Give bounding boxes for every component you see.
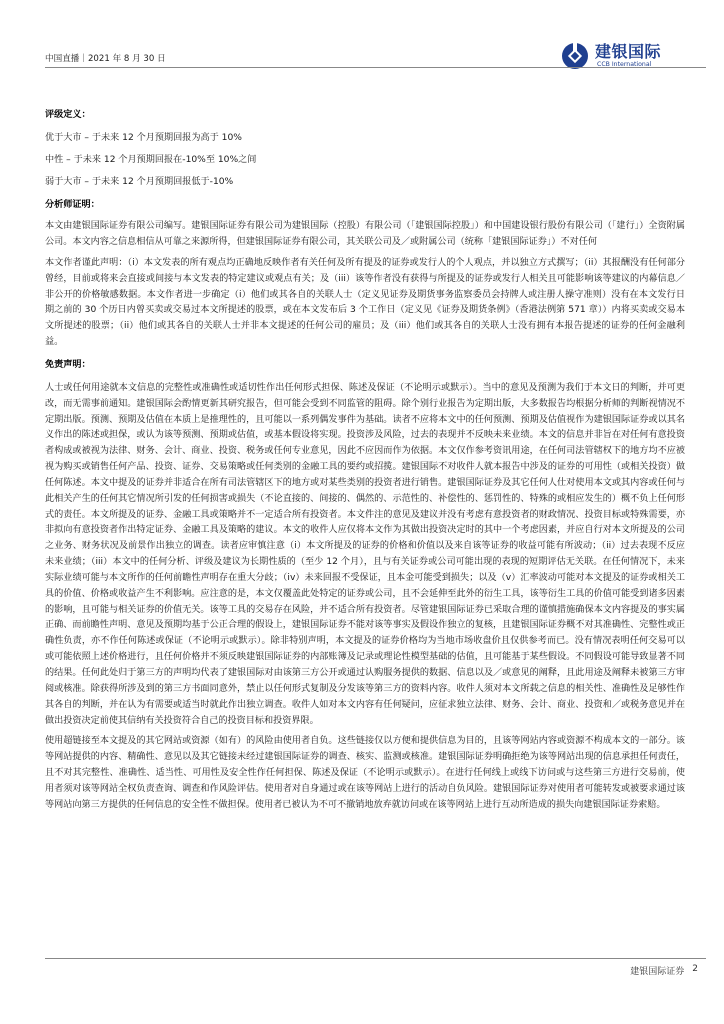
disclaimer-paragraph-1: 人士或任何用途就本文信息的完整性或准确性或适切性作出任何形式担保、陈述及保证（不论明示或默示）。当中的意见及预测为我们于本文日的判断，并可更改，而无需事前通知。建银国际会酌情更新其研究报告，但可能会受到不同监管的阻碍。除个别行业报告为定期出版，大多数报告均根据分析师的判断视情况不定期出版。预测、预期及估值在本质上是推理性的，且可能以一系列偶发事件为基础。读者不应将本文中的任何预测、预期及估值视作为建银国际证券或以其名义作出的陈述或担保，或认为该等预测、预期或估值，或基本假设将实现。投资涉及风险，过去的表现并不反映未来业绩。本文的信息并非旨在对任何有意投资者构成或被视为法律、财务、会计、商业、投资、税务或任何专业意见，因此不应因而作为依据。本文仅作参考资讯用途，在任何司法管辖权下的地方均不应被视为购买或销售任何产品、投资、证券、交易策略或任何类别的金融工具的要约或招揽。建银国际不对收件人就本报告中涉及的证券的可用性（或相关投资）做任何陈述。本文中提及的证券并非适合在所有司法管辖区下的地方或对某些类别的投资者进行销售。建银国际证券及其它任何人仕对使用本文或其内容或任何与此相关产生的任何其它情况所引发的任何损害或损失（不论直接的、间接的、偶然的、示范性的、补偿性的、惩罚性的、特殊的或相应发生的）概不负上任何形式的责任。本文所提及的证券、金融工具或策略并不一定适合所有投资者。本文件注的意见及建议并没有考虑有意投资者的财政情况、投资目标或特殊需要，亦非拟向有意投资者作出特定证券、金融工具及策略的建议。本文的收件人应仅将本文作为其做出投资决定时的其中一个考虑因素，并应自行对本文所提及的公司之业务、财务状况及前景作出独立的调查。读者应审慎注意（i）本文所提及的证券的价格和价值以及来自该等证券的收益可能有所波动；（ii）过去表现不反应未来业绩；（iii）本文中的任何分析、评级及建议为长期性质的（至少 12 个月），且与有关证券或公司可能出现的表现的短期评估无关联。在任何情况下，未来实际业绩可能与本文所作的任何前瞻性声明存在重大分歧；（iv）未来回报不受保证，且本金可能受到损失；以及（v）汇率波动可能对本文提及的证券或相关工具的价值、价格或收益产生不利影响。应注意的是，本文仅覆盖此处特定的证券或公司，且不会延伸至此外的衍生工具，该等衍生工具的价值可能受到诸多因素的影响，且可能与相关证券的价值无关。该等工具的交易存在风险，并不适合所有投资者。尽管建银国际证券已采取合理的谨慎措施确保本文内容提及的事实属正确、而前瞻性声明、意见及预期均基于公正合理的假设上，建银国际证券不能对该等事实及假设作独立的复核，且建银国际证券概不对其准确性、完整性或正确性负责，亦不作任何陈述或保证（不论明示或默示）。除非特别声明，本文提及的证券价格均为当地市场收盘价且仅供参考而已。没有情况表明任何交易可以或可能依照上述价格进行，且任何价格并不须反映建银国际证券的内部账簿及记录或理论性模型基础的估值，且可能基于某些假设。不同假设可能导致显著不同的结果。任何此处归于第三方的声明均代表了建银国际对由该第三方公开或通过认购服务提供的数据、信息以及／或意见的阐释，且此用途及阐释未被第三方审阅或核准。除获得所涉及到的第三方书面同意外，禁止以任何形式复制及分发该等第三方的资料内容。收件人须对本文所载之信息的相关性、准确性及足够性作其各自的判断，并在认为有需要或适当时就此作出独立调查。收件人如对本文内容有任何疑问，应征求独立法律、财务、会计、商业、投资和／或税务意见并在做出投资决定前使其信纳有关投资符合自己的投资目标和投资界限。 [45, 382, 685, 726]
page-number: 2 [692, 964, 698, 974]
footer-text: 建银国际证券 [630, 967, 685, 977]
page-content [45, 108, 685, 814]
footer-divider [45, 958, 706, 959]
header-divider [45, 67, 706, 68]
disclaimer-heading: 免责声明： [45, 359, 91, 370]
footer [630, 964, 698, 977]
analyst-paragraph-2: 本文作者谨此声明：（i）本文发表的所有观点均正确地反映作者有关任何及所有提及的证券或发行人的个人观点，并以独立方式撰写；（ii）其报酬没有任何部分曾经，目前或将来会直接或间接与本文发表的特定建议或观点有关；及（iii）该等作者没有获得与所提及的证券或发行人相关且可能影响该等建议的内幕信息／非公开的价格敏感数据。本文作者进一步确定（i）他们或其各自的关联人士（定义见证券及期货事务监察委员会持牌人或注册人操守准则）没有在本文发行日期之前的 30 个历日内曾买卖或交易过本文所提述的股票，或在本文发布后 3 个工作日（定义见《证券及期货条例》（香港法例第 571 章））内将买卖或交易本文所提述的股票；（ii）他们或其各自的关联人士并非本文提述的任何公司的雇员；及（iii）他们或其各自的关联人士没有拥有本报告提述的证券的任何金融利益。 [45, 257, 685, 348]
rating-heading: 评级定义： [45, 110, 91, 120]
logo-chinese-name: 建银国际 [595, 42, 662, 61]
header-left-text: 中国直播｜2021 年 8 月 30 日 [45, 54, 166, 64]
rating-neutral: 中性 – 于未来 12 个月预期回报在-10%至 10%之间 [45, 154, 257, 165]
ccb-international-logo [561, 42, 711, 74]
analyst-paragraph-1: 本文由建银国际证券有限公司编写。建银国际证券有限公司为建银国际（控股）有限公司（「建银国际控股」）和中国建设银行股份有限公司（「建行」）全资附属公司。本文内容之信息相信从可靠之来源所得，但建银国际证券有限公司，其关联公司及／或附属公司（统称「建银国际证券」）不对任何 [45, 221, 685, 248]
rating-outperform: 优于大市 – 于未来 12 个月预期回报为高于 10% [45, 132, 242, 143]
analyst-heading: 分析师证明： [45, 200, 100, 211]
logo-english-name: CCB International [597, 61, 652, 68]
rating-underperform: 弱于大市 – 于未来 12 个月预期回报低于-10% [45, 176, 234, 187]
disclaimer-paragraph-2: 使用超链接至本文提及的其它网站或资源（如有）的风险由使用者自负。这些链接仅以方便和提供信息为目的，且该等网站内容或资源不构成本文的一部分。该等网站提供的内容、精确性、意见以及其它链接未经过建银国际证券的调查、核实、监测或核准。建银国际证券明确拒绝为该等网站出现的信息承担任何责任，且不对其完整性、准确性、适当性、可用性及安全性作任何担保、陈述及保证（不论明示或默示）。在进行任何线上或线下访问或与这些第三方进行交易前，使用者须对该等网站全权负责查询、调查和作风险评估。使用者对自身通过或在该等网站上进行的活动自负风险。建银国际证券对使用者可能转发或被要求通过该等网站向第三方提供的任何信息的安全性不做担保。使用者已被认为不可不撤销地放弃就访问或在该等网站上进行互动所造成的损失向建银国际证券索赔。 [45, 736, 685, 810]
ccb-logo-icon [561, 42, 589, 70]
